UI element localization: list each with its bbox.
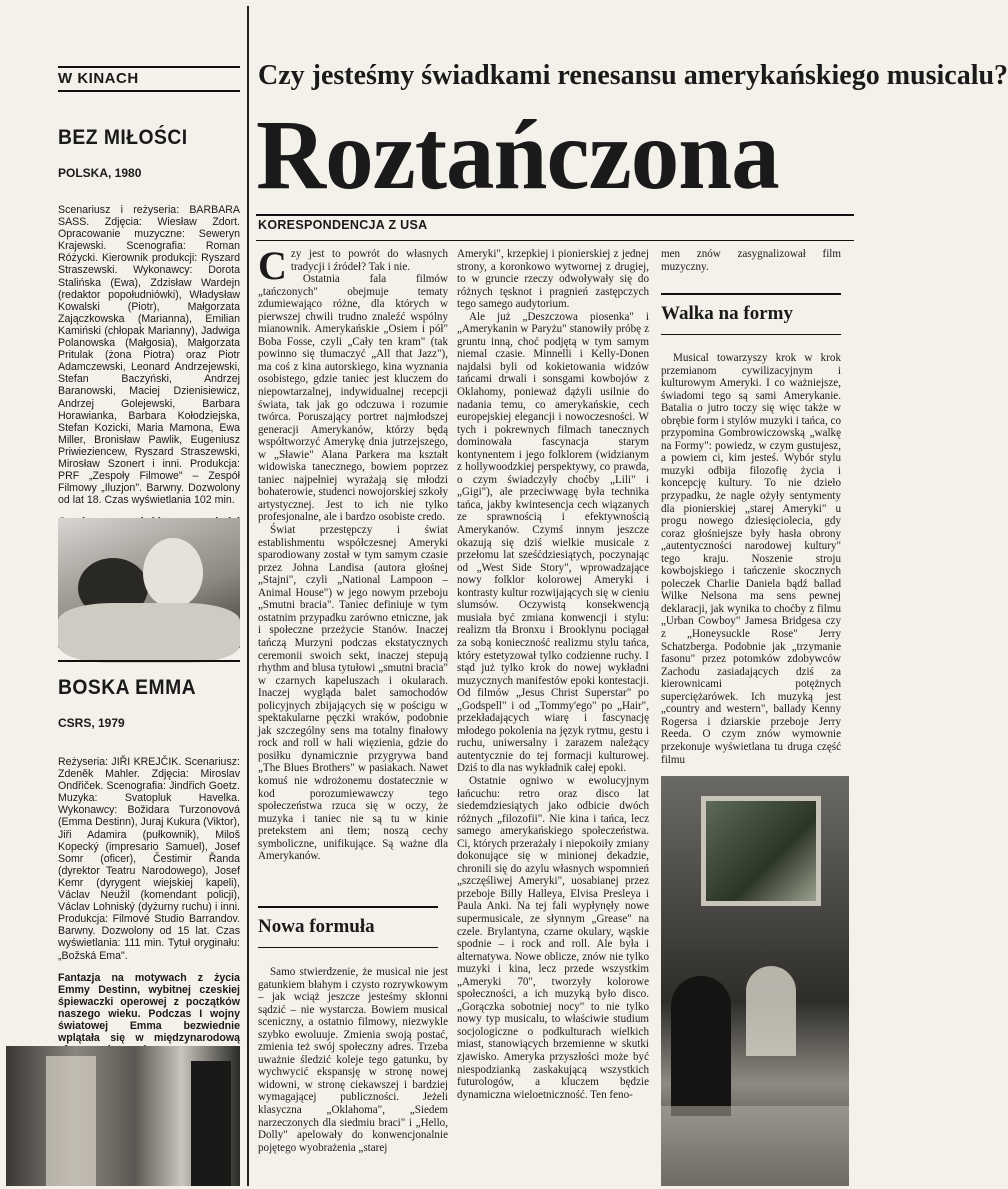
subheading: Nowa formuła: [258, 906, 438, 948]
paragraph: Musical towarzyszy krok w krok przemianom cywilizacyjnym i kulturowym Ameryki. I co ważniejsze, świadomi tego są sami Amerykanie. Batalia o jutro toczy się więc także w obrębie form i stylów muzyki i tańca, co przypomina Gombrowiczowską „walkę na Formy": powiedz, w czym gustujesz, a powiem ci, kim jesteś. Wybór stylu muzyki odbija filozofię życia i koncepcję kultury. To nie dzieło przypadku, że nagle ożyły sentymenty dla pionierskiej „starej Ameryki" u progu nowego dziesięciolecia, gdy coraz głośniejsze były hasła obrony „autentyczności narodowej kultury" tego kraju. Noszenie stroju kowbojskiego i tańczenie skocznych poleczek Charlie Daniela bądź ballad Wilke Nelsona ma sens pewnej deklaracji, jak wynika to choćby z filmu „Urban Cowboy" Jamesa Bridgesa czy z „Honeysuckle Rose" Jerry Schatzberga. Podobnie jak „trzymanie fasonu" przez potomków zdobywców Zachodu zasiadających dziś za kierownicami potężnych superciężarówek. Ich muzyką jest „country and western", ballady Kenny Rogersa i dziarskie przeboje Jerry Reeda. O czym znów wymownie przekonuje wyświetlana tu druga część filmu: [661, 352, 841, 766]
article-column-1: [258, 243, 448, 863]
section-kicker: W KINACH: [58, 66, 240, 92]
film-title: BEZ MIŁOŚCI: [58, 126, 188, 149]
divider: [256, 214, 854, 216]
section-label: KORESPONDENCJA Z USA: [258, 218, 428, 232]
film-still-photo: [6, 1046, 240, 1186]
paragraph: men znów zasygnalizował film muzyczny.: [661, 248, 841, 273]
paragraph: Ostatnie ogniwo w ewolucyjnym łańcuchu: retro oraz disco lat siedemdziesiątych jako odbicie dwóch różnych „filozofii". Nie kina i tańca, lecz samego amerykańskiego społeczeństwa. Ci, których przerażały i niepokoiły zmiany dokonujące się w minionej dekadzie, chronili się do azylu własnych wspomnień „szczęśliwej Ameryki", uosabianej przez przeboje Billy Halleya, Elvisa Presleya i Paula Anki. Na tej fali wypłynęły nowe supermusicale, ze słynnym „Grease" na czele. Brylantyna, czarne okulary, wąskie spodnie – i rock and roll. Ale była i alternatywa. Nowe oblicze, znów nie tylko muzyki i kina, lecz przede wszystkim „Ameryki 70", tworzyły kolorowe społeczności, a ich muzyką było disco. „Gorączka sobotniej nocy" to nie tylko nowy typ musicalu, to właściwie studium socjologiczne o podkulturach wielkich miast, stanowiących brzemienne w skutki zjawisko. Ameryka przyszłości może być niespodzianką zaskakującą wszystkich futurologów, a kluczem będzie dynamiczna wieloetniczność. Ten feno-: [457, 774, 649, 1101]
film-title: BOSKA EMMA: [58, 676, 197, 699]
paragraph: Ale już „Deszczowa piosenka" i „Amerykanin w Paryżu" stanowiły próbę z gruntu inną, choć podjętą w tym samym niemal czasie. Minnelli i Kelly-Donen najdalsi byli od kokietowania widzów tańcami drwali i sonsgami kowbojów z Oklahomy, ponieważ dążyli usilnie do nadania temu, co amerykańskie, cech europejskiej elegancji i nowoczesności. W tych i pokrewnych filmach tanecznych dominowała fascynacja starym kontynentem i jego folklorem (widzianym z hollywoodzkiej perspektywy, co prawda, o czym świadczyły choćby „Lili" i „Gigi"), ale przeciwwagę była technika tańca, jakby kwintesencja cech wiązanych ze sprawnością i efektywnością Amerykanów. Czymś innym jeszcze okazują się dziś wielkie musicale z przełomu lat sześćdziesiątych, poczynając od „West Side Story", wprowadzające nowy folklor kolorowej Ameryki i kontrasty kultur rozwijających się w cieniu slumsów. Oczywistą konsekwencją musiała być zmiana konwencji i stylu: realizm tła Bronxu i Brooklynu pociągał za sobą konieczność realizmu stylu tańca, który estetyzował tylko codzienne ruchy. I stąd już tylko krok do nowej wykładni muzycznych manifestów epoki kontestacji. Od filmów „Jesus Christ Superstar" po „Godspell" i od „Tommy'ego" po „Hair", przekładających wiarę i fascynację młodego pokolenia na język rytmu, gestu i ruchu, uniwersalny i zarazem należący autentycznie do tej formacji kulturowej. Dziś to dla nas wykładnik całej epoki.: [457, 310, 649, 775]
paragraph: [258, 243, 448, 288]
paragraph: Świat przestępczy i świat establishmentu współczesnej Ameryki sparodiowany został w tym samym czasie przez Johna Landisa (autora głośnej „Stajni", czyli „National Lampoon – Animal House") w jego nowym przeboju „Smutni bracia". Taniec definiuje w tym ostatnim przypadku zarówno etniczne, jak i społeczne przeżycie Stanów. Inaczej tańczą Murzyni podczas ekstatycznych ceremonii swoich sekt, inaczej stepują rhythm and blusa tytułowi „smutni bracia" w czarnych kapeluszach i okularach. Inaczej wygląda balet samochodów policyjnych zbijających się w pościgu w spektakularne pęczki wraków, podobnie jak szczególny sens ma totalny finałowy rock and roll w hali więzienia, gdzie do posiłku dynamicznie przygrywa band „The Blues Brothers" w pasiakach. Nawet komuś nie wdrożonemu dostatecznie w kod porozumiewawczy tego społeczeństwa rzuca się w oczy, że muzyka i taniec nie są tu w kinie pretekstem ani tłem; noszą cechy symboliczne, unifikujące. Są ważne dla Amerykanów.: [258, 524, 448, 863]
paragraph: Ameryki", krzepkiej i pionierskiej z jednej strony, a koronkowo wytwornej z drugiej, to w gruncie rzeczy odwoływały się do różnych tęsknot i pragnień zastępczych tego samego audytorium.: [457, 248, 649, 311]
film-blurb: Fantazja na motywach z życia Emmy Destinn, wybitnej czeskiej śpiewaczki operowej z początków naszego wieku. Podczas I wojny światowej Emma bezwiednie wplątała się w międzynarodową: [58, 971, 240, 1045]
film-country-year: POLSKA, 1980: [58, 166, 142, 180]
film-credits: Reżyseria: JIŘI KREJČIK. Scenariusz: Zdeněk Mahler. Zdjęcia: Miroslav Ondřiček. Scenografia: Jindřich Goetz. Muzyka: Svatopluk Havelka. Wykonawcy: Božidara Turzonovová (Emma Destinn), Juraj Kukura (Viktor), Jiři Adamira (pułkownik), Miloš Kopecký (impresario Samuel), Josef Somr (oficer), Čestimir Řanda (dyrektor Teatru Narodowego), Josef Kemr (dyrygent wiejskiej kapeli), Václav Neužil (komendant policji), Václav Lohniský (dyżurny ruchu) i inni. Produkcja: Filmové Studio Barrandov. Barwny. Dozwolony od 15 lat. Czas wyświetlania: 111 min. Tytuł oryginału: „Božská Ema".: [58, 756, 240, 962]
divider: [256, 240, 854, 241]
article-headline: Roztańczona: [256, 99, 779, 210]
film-still-photo: [58, 518, 240, 648]
film-credits: Scenariusz i reżyseria: BARBARA SASS. Zdjęcia: Wiesław Zdort. Opracowanie muzyczne: Seweryn Krajewski. Scenografia: Roman Różycki. Kierownik produkcji: Ryszard Straszewski. Wykonawcy: Dorota Stalińska (Ewa), Zdzisław Wardejn (redaktor popołudniówki), Władysław Kowalski (Piotr), Małgorzata Zajączkowska (Marianna), Emilian Kamiński (chłopak Marianny), Jadwiga Polanowska (Małgosia), Małgorzata Pritulak (żona Piotra) oraz Piotr Adamczewski, Leonard Andrzejewski, Stefan Baczyński, Andrzej Baranowski, Maciej Dzienisiewicz, Andrzej Golejewski, Barbara Horawianka, Barbara Kołodziejska, Stefan Kozicki, Maria Mamona, Ewa Miller, Bronisław Pawlik, Eugeniusz Priwieziencew, Ryszard Straszewski, Mirosław Szonert i inni. Produkcja: PRF „Zespoły Filmowe" – Zespół Filmowy „Iluzjon". Barwny. Dozwolony od lat 18. Czas wyświetlania 102 min.: [58, 204, 240, 507]
article-column-3: [661, 248, 841, 273]
film-listing-2: [58, 676, 240, 1068]
painting-in-photo: [701, 796, 821, 906]
article-column-2: [457, 248, 649, 1101]
column-rule: [247, 6, 249, 1186]
film-country-year: CSRS, 1979: [58, 716, 125, 730]
article-column-1-cont: [258, 966, 448, 1154]
film-still-photo: [661, 776, 849, 1186]
article-dek: Czy jesteśmy świadkami renesansu amerykańskiego musicalu?: [258, 60, 1008, 91]
divider: [58, 660, 240, 662]
paragraph: Samo stwierdzenie, że musical nie jest gatunkiem błahym i czysto rozrywkowym – jak wciąż jeszcze jesteśmy skłonni sądzić – nie wystarcza. Bowiem musical sceniczny, a ostatnio filmowy, niezwykle szybko ewoluuje. Zmienia swoją postać, zmienia też swój społeczny adres. Trzeba uważnie śledzić koleje tego gatunku, by wychwycić ekspansję w stronę nowej widowni, w stronę ciekawszej i bardziej wymagającej publiczności. Jeżeli klasyczna „Oklahoma", „Siedem narzeczonych dla siedmiu braci" i „Hello, Dolly" apelowały do konwencjonalnie pojętego wyobrażenia „starej: [258, 966, 448, 1154]
paragraph: Ostatnia fala filmów „tańczonych" obejmuje tematy zdumiewająco różne, dla których w pierwszej chwili trudno znaleźć wspólny mianownik. Amerykańskie „Osiem i pół" Boba Fosse, czyli „Cały ten kram" (tak powinno się tłumaczyć „All that Jazz"), ma coś z kina autorskiego, kina wyznania osobistego, gdzie taniec jest kluczem do niepowtarzalnej, indywidualnej recepcji świata, tak jak go odczuwa i rozumie twórca. Poruszający portret najmłodszej generacji Amerykanów, którzy będą współtworzyć Amerykę dnia jutrzejszego, w „Sławie" Alana Parkera ma kształt widowiska tanecznego, bowiem poprzez taniec najpełniej wyrażają się młodzi bohaterowie, studenci nowojorskiej szkoły artystycznej. Jest to ich nie tylko profesjonalne, ale i bardzo osobiste credo.: [258, 273, 448, 524]
film-listing-1: [58, 66, 240, 577]
article-column-3-cont: [661, 352, 841, 766]
subheading: Walka na formy: [661, 293, 841, 335]
drop-cap: C: [258, 243, 287, 288]
paragraph-text: zy jest to powrót do własnych tradycji i źródeł? Tak i nie.: [290, 248, 448, 273]
